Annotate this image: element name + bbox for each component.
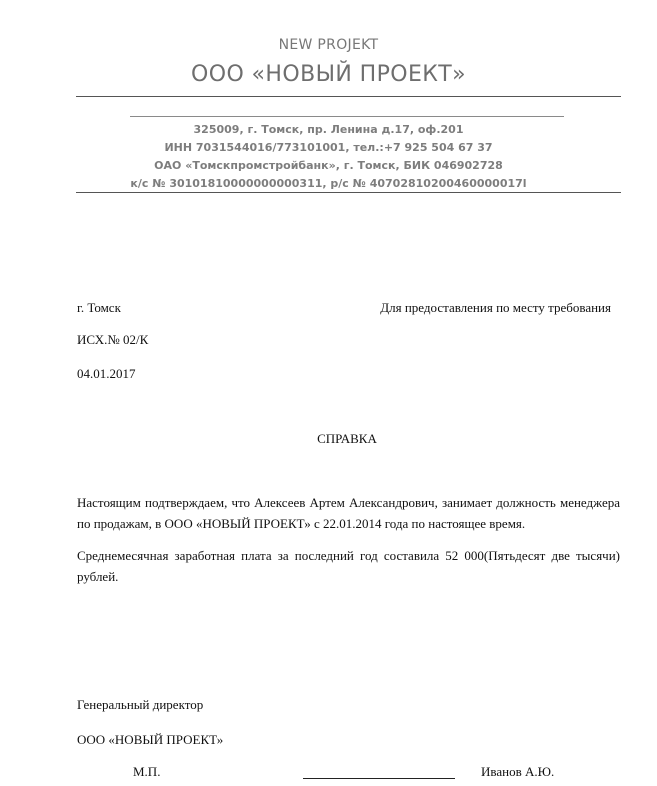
letterhead-top-rule <box>76 96 621 97</box>
document-purpose: Для предоставления по месту требования <box>380 300 611 315</box>
company-name-heading: ООО «НОВЫЙ ПРОЕКТ» <box>191 62 466 87</box>
document-city: г. Томск <box>77 300 121 315</box>
company-bank: ОАО «Томскпромстройбанк», г. Томск, БИК 046902728 <box>154 159 503 172</box>
body-paragraph-salary: Среднемесячная заработная плата за последний год составила 52 000(Пятьдесят две тысячи) рублей. <box>77 548 620 584</box>
letterhead-underline <box>130 116 564 117</box>
signature-line <box>303 778 455 779</box>
company-address: 325009, г. Томск, пр. Ленина д.17, оф.201 <box>193 123 464 136</box>
company-brand-name: NEW PROJEKT <box>278 37 379 53</box>
document-title: СПРАВКА <box>317 431 377 446</box>
signatory-name: Иванов А.Ю. <box>481 764 555 779</box>
signatory-position: Генеральный директор <box>77 697 204 712</box>
signatory-organization: ООО «НОВЫЙ ПРОЕКТ» <box>77 732 224 747</box>
body-paragraph-employment: Настоящим подтверждаем, что Алексеев Артем Александрович, занимает должность менеджера по продажам, в ООО «НОВЫЙ ПРОЕКТ» с 22.01.2014 года по настоящее время. <box>77 495 620 531</box>
document-date: 04.01.2017 <box>77 366 136 381</box>
stamp-placeholder: М.П. <box>133 764 161 779</box>
document-reference-number: ИСХ.№ 02/К <box>77 332 149 347</box>
company-accounts: к/с № 30101810000000000311, р/с № 40702810200460000017l <box>130 177 527 190</box>
letterhead-bottom-rule <box>76 192 621 193</box>
company-inn-phone: ИНН 7031544016/773101001, тел.:+7 925 504 67 37 <box>164 141 493 154</box>
